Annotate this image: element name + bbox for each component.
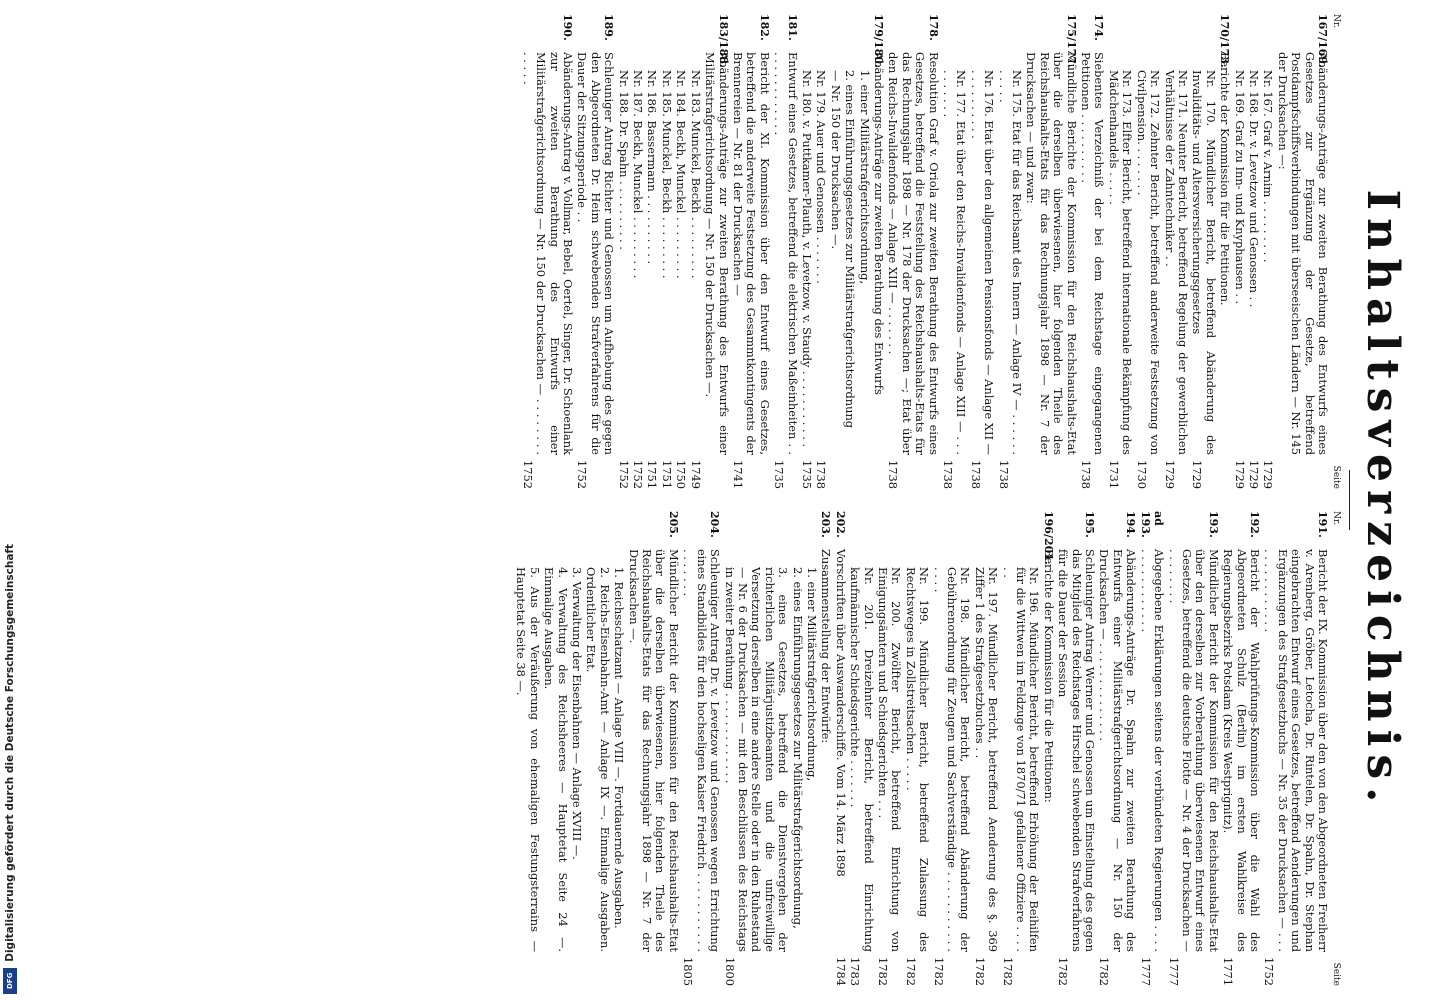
toc-entry — [722, 529, 789, 986]
toc-entry — [814, 32, 827, 489]
entry-text: Nr. 168. Dr. v. Levetzow und Genossen . . — [1246, 70, 1261, 308]
toc-right-column — [513, 511, 1343, 986]
entry-number: 191. — [1316, 511, 1329, 538]
toc-entry — [542, 529, 569, 986]
entry-number — [805, 529, 818, 567]
entry-page: 1752 — [631, 460, 646, 489]
entry-text: 1. Reichsschatzamt — Anlage VIII —. Fortdauernde Ausgaben. — [612, 567, 627, 929]
entry-page: 1735 — [799, 460, 814, 489]
toc-entry — [968, 32, 995, 489]
entry-number: 189. — [602, 14, 616, 41]
entry-number — [876, 529, 903, 567]
entry-number — [645, 32, 658, 70]
entry-page: 1782 — [876, 957, 890, 986]
toc-entry — [1107, 32, 1134, 489]
entry-page: 1738 — [996, 460, 1011, 489]
entry-number: 167/169. — [1316, 14, 1329, 68]
entry-text: Bericht der IX. Kommission über den von den Abgeordneten Freiherr v. Arenberg, Gröber, Letocha, Dr. Rintelen, Dr. Spahn, Dr. Stephan eingebrachten Entwurf eines Gesetzes, betreffend Aenderungen und Ergänzungen des Strafgesetzbuchs — Nr. 35 der Drucksachen — . . . . . . . . . . . . . . . — [1262, 549, 1330, 952]
entry-page: 1752 — [520, 460, 535, 489]
toc-entry — [1097, 511, 1137, 986]
entry-number — [843, 32, 856, 70]
header-no: Nr. — [1331, 511, 1341, 526]
entry-text: Abgegebene Erklärungen seitens der verbündeten Regierungen . . . . . . . . . . . . . . . . — [1138, 549, 1167, 952]
toc-entry — [848, 529, 875, 986]
toc-entry — [1232, 32, 1245, 489]
entry-number: 192. — [1247, 511, 1261, 538]
entry-page: 1735 — [772, 460, 787, 489]
toc-entry — [833, 511, 846, 986]
entry-number — [814, 32, 827, 70]
toc-entry — [1041, 511, 1054, 986]
entry-number — [1261, 32, 1274, 70]
toc-entry — [681, 511, 721, 986]
entry-number — [968, 32, 995, 70]
toc-entry — [570, 529, 583, 986]
entry-page: 1782 — [931, 957, 946, 986]
entry-number — [722, 529, 789, 567]
entry-page: 1782 — [972, 957, 987, 986]
entry-page: 1777 — [1166, 957, 1181, 986]
toc-entry — [790, 529, 803, 986]
entry-text: Nr. 188. Dr. Spahn . . . . . . . . . . — [616, 70, 631, 250]
toc-entry — [674, 32, 687, 489]
entry-page: 1752 — [616, 460, 631, 489]
entry-page: 1730 — [1134, 460, 1149, 489]
toc-entry — [731, 14, 771, 489]
entry-text: 5. Aus der Veräußerung von ehemaligen Festungsterrains — Hauptetat Seite 38 —. — [514, 567, 542, 952]
entry-page: 1749 — [688, 460, 703, 489]
entry-page: 1729 — [1261, 460, 1276, 489]
entry-number — [1232, 32, 1245, 70]
entry-text: 1. einer Militärstrafgerichtsordnung, — [857, 70, 872, 285]
toc-entry — [1000, 529, 1040, 986]
entry-text: Nr. 169. Graf zu Inn- und Knyphausen . . — [1232, 70, 1247, 305]
entry-number: 194. — [1124, 511, 1138, 538]
entry-text: Nr. 200. Zwölfter Bericht, betreffend Einrichtung von Einigungsämtern und Schiedsgerichten . . . — [876, 567, 904, 952]
toc-entry — [514, 529, 541, 986]
column-header — [1329, 14, 1343, 489]
entry-number: 174. — [1092, 14, 1106, 41]
entry-text: Bericht der Wahlprüfungs-Kommission über die Wahl des Abgeordneten Schulz (Berlin) im ersten Wahlkreise des Regierungsbezirks Potsdam (Kreis Westprignitz). — [1221, 549, 1262, 952]
entry-text: Nr. 186. Bassermann . . . . . . . . . . — [645, 70, 660, 265]
entry-number: ad 193. — [1138, 511, 1166, 538]
entry-number — [612, 529, 625, 567]
entry-number — [1107, 32, 1134, 70]
entry-number: 203. — [819, 511, 833, 538]
funding-note: Digitalisierung gefördert durch die Deutsche Forschungsgemeinschaft — [4, 544, 16, 962]
entry-text: 2. Reichs-Eisenbahn-Amt — Anlage IX —. Einmalige Ausgaben. Ordentlicher Etat. — [584, 567, 612, 952]
column-header — [1329, 511, 1343, 986]
entry-page: 1738 — [814, 460, 829, 489]
toc-entry — [996, 32, 1023, 489]
toc-entry — [819, 511, 832, 986]
entry-number: 183/188. — [716, 14, 730, 68]
entry-number: 181. — [785, 14, 799, 41]
entry-page: 1751 — [645, 460, 660, 489]
header-no: Nr. — [1331, 14, 1341, 29]
entry-page: 1783 — [848, 957, 863, 986]
entry-number: 179/180. — [872, 14, 885, 68]
toc-entry — [612, 529, 625, 986]
toc-entry — [703, 14, 730, 489]
entry-text: Nr. 198. Mündlicher Bericht, betreffend Abänderung der Gebührenordnung für Zeugen und Sachverständige . . . . . . . . . . . . . . . — [931, 567, 973, 952]
toc-entry — [1262, 511, 1329, 986]
entry-number — [1134, 32, 1161, 70]
toc-entry — [688, 32, 701, 489]
entry-text: 2. eines Einführungsgesetzes zur Militärstrafgerichtsordnung — [843, 70, 858, 429]
header-page: Seite — [1331, 962, 1341, 986]
entry-page: 1800 — [722, 957, 737, 986]
entry-number — [1162, 32, 1189, 70]
entry-number — [570, 529, 583, 567]
entry-text: Nr. 171. Neunter Bericht, betreffend Regelung der gewerblichen Verhältnisse der Zahntechniker . . — [1162, 70, 1190, 455]
entry-text: Nr. 173. Elfter Bericht, betreffend internationale Bekämpfung des Mädchenhandels . . . . . — [1106, 70, 1135, 455]
entry-number — [996, 32, 1023, 70]
entry-page: 1738 — [886, 460, 901, 489]
entry-text: Nr. 176. Etat über den allgemeinen Pensionsfonds — Anlage XII — . . . . . . . . . . — [968, 70, 997, 455]
entry-number — [514, 529, 541, 567]
entry-number: 170/173. — [1218, 14, 1232, 68]
entry-text: Nr. 187. Beckh, Munckel . . . . . . . . . — [631, 70, 646, 279]
entry-page: 1782 — [1000, 957, 1015, 986]
entry-text: Zusammenstellung der Entwürfe: — [819, 549, 834, 744]
entry-number: 195. — [1083, 511, 1097, 538]
entry-page: 1729 — [1162, 460, 1177, 489]
entry-text: Abänderungs-Anträge zur zweiten Berathung des Entwurfs einer Militärstrafgerichtsordnung — Nr. 150 der Drucksachen —. — [703, 52, 731, 455]
entry-text: Nr. 172. Zehnter Bericht, betreffend anderweite Festsetzung von Civilpension. . . . . . . . — [1134, 70, 1163, 455]
entry-text: Abänderungs-Antrag v. Vollmar, Bebel, Oertel, Singer, Dr. Schoenlank zur zweiten Berathung des Entwurfs einer Militärstrafgerichtsordnung — Nr. 150 der Drucksachen — . . . . . . . . . . . . . — [520, 52, 576, 455]
entry-text: Nr. 184. Beckh, Munckel . . . . . . . . . — [674, 70, 689, 279]
entry-number: 202. — [833, 511, 847, 538]
title-rule — [1349, 470, 1350, 530]
entry-number: 175/177. — [1064, 14, 1078, 68]
entry-number — [660, 32, 673, 70]
entry-page: 1731 — [1106, 460, 1121, 489]
entry-number — [848, 529, 875, 567]
entry-number — [631, 32, 644, 70]
toc-entry — [1024, 14, 1078, 489]
entry-page: 1782 — [1097, 957, 1112, 986]
entry-text: 1. einer Militärstrafgerichtsordnung, — [804, 567, 819, 782]
entry-text: Berichte der Kommission für die Petitionen. — [1218, 52, 1233, 306]
toc-entry — [1218, 14, 1231, 489]
entry-page: 1738 — [941, 460, 956, 489]
entry-text: Nr. 185. Munckel, Beckh . . . . . . . . . — [659, 70, 674, 279]
entry-page: 1741 — [730, 460, 745, 489]
entry-text: 4. Verwaltung des Reichsheeres — Hauptetat Seite 24 —. Einmalige Ausgaben. — [542, 567, 570, 952]
entry-number — [542, 529, 569, 567]
entry-number: 193. — [1206, 511, 1220, 538]
entry-number — [931, 529, 971, 567]
entry-text: Mündliche Berichte der Kommission für den Reichshaushalts-Etat über die derselben überwiesenen, hier folgenden Theile des Reichshaushalts-Etats für das Rechnungsjahr 1898 — Nr. 7 der Drucksachen — und zwar: — [1024, 52, 1079, 455]
entry-page: 1729 — [1190, 460, 1205, 489]
entry-page: 1782 — [1056, 957, 1071, 986]
toc-entry — [886, 14, 940, 489]
page-title: Inhaltsverzeichnis. — [1357, 189, 1408, 811]
toc-entry — [1162, 32, 1189, 489]
entry-number — [1190, 32, 1217, 70]
entry-text: Abänderungs-Anträge Dr. Spahn zur zweiten Berathung des Entwurfs einer Militärstrafgerichtsordnung — Nr. 150 der Drucksachen — . . . . . . . . . . . . . . — [1097, 549, 1139, 952]
toc-entry — [1275, 14, 1329, 489]
toc-entry — [931, 529, 971, 986]
entry-text: Mündlicher Bericht der Kommission für den Reichshaushalts-Etat über den derselben zur Vorberathung überwiesenen Entwurf eines Gesetzes, betreffend die deutsche Flotte — Nr. 4 der Drucksachen — . . . . . . . . — [1166, 549, 1221, 952]
toc-entry — [972, 529, 999, 986]
entry-text: Nr. 175. Etat für das Reichsamt des Innern — Anlage IV — . . . . . . . . . . . — [996, 70, 1025, 455]
toc-entry — [828, 32, 841, 489]
entry-number — [584, 529, 611, 567]
entry-page: 1738 — [968, 460, 983, 489]
toc-entry — [941, 32, 968, 489]
entry-text: — Nr. 150 der Drucksachen —. — [828, 70, 843, 250]
entry-page: 1738 — [1079, 460, 1094, 489]
entry-number: 178. — [926, 14, 940, 41]
entry-text: Mündlicher Bericht der Kommission für den Reichshaushalts-Etat über die derselben überwiesenen, hier folgenden Theile des Reichshaushalts-Etats für das Rechnungsjahr 1898 — Nr. 7 der Drucksachen —. — [626, 549, 681, 952]
entry-text: Nr. 179. Auer und Genossen . . . . . . . — [814, 70, 829, 284]
entry-text: Nr. 177. Etat über den Reichs-Invalidenfonds — Anlage XIII — . . . . . . . . . . — [941, 70, 969, 455]
entry-number — [674, 32, 687, 70]
entry-number — [616, 32, 629, 70]
toc-entry — [631, 32, 644, 489]
entry-number: 196/201. — [1041, 511, 1055, 565]
toc-left-list — [520, 14, 1329, 489]
entry-text: Berichte der Kommission für die Petitionen: — [1041, 549, 1056, 803]
entry-text: Nr. 183. Munckel, Beckh . . . . . . . . . — [688, 70, 703, 279]
entry-text: Abänderungs-Anträge zur zweiten Berathung des Entwurfs — [872, 52, 886, 395]
entry-page: 1782 — [903, 957, 918, 986]
entry-text: Entwurf eines Gesetzes, betreffend die elektrischen Maßeinheiten . . . . . . . . . . . . . . — [772, 52, 800, 455]
entry-text: 3. eines Gesetzes, betreffend die Dienstvergehen der richterlichen Militärjustizbeamten und die unfreiwillige Versetzung derselben in eine andere Stelle oder in den Ruhestand — Nr. 6 der Drucksachen — mit den Beschlüssen des Reichstags in zweiter Berathung . . . . . . . . . . . . . — [722, 567, 791, 952]
entry-text: Bericht der XI. Kommission über den Entwurf eines Gesetzes, betreffend die anderweite Festsetzung des Gesammtkontingents der Brennereien — Nr. 81 der Drucksachen — — [730, 52, 772, 455]
toc-entry — [843, 32, 856, 489]
toc-entry — [626, 511, 680, 986]
entry-text: Nr. 201. Dreizehnter Bericht, betreffend Einrichtung kaufmännischer Schiedsgerichte . . . . . . . — [848, 567, 876, 952]
toc-entry — [805, 529, 818, 986]
toc-entry — [1138, 511, 1165, 986]
entry-page: 1750 — [674, 460, 689, 489]
entry-text: Vorschriften über Auswanderschiffe. Vom 14. März 1898 — [833, 549, 848, 877]
entry-text: Schleuniger Antrag Werner und Genossen um Einstellung des gegen das Mitglied des Reichstages Hirschel schwebenden Strafverfahrens für die Dauer der Session — [1056, 549, 1098, 952]
entry-text: 2. eines Einführungsgesetzes zur Militärstrafgerichtsordnung, — [790, 567, 805, 929]
entry-number — [857, 32, 870, 70]
toc-entry — [872, 14, 885, 489]
entry-number — [1247, 32, 1260, 70]
entry-number — [828, 32, 841, 70]
entry-page: 1729 — [1232, 460, 1247, 489]
toc-entry — [903, 529, 930, 986]
entry-page: 1771 — [1221, 957, 1236, 986]
entry-text: Resolution Graf v. Oriola zur zweiten Berathung des Entwurfs eines Gesetzes, betreffend die Feststellung des Reichshaushalts-Etats für das Rechnungsjahr 1898 — Nr. 178 der Drucksachen —; Etat über den Reichs-Invalidenfonds — Anlage XIII — . . . . . . . — [886, 52, 941, 455]
entry-page: 1805 — [681, 957, 696, 986]
toc-entry — [1079, 14, 1106, 489]
entry-page: 1729 — [1246, 460, 1261, 489]
entry-text: Nr. 196. Mündlicher Bericht, betreffend Erhöhung der Beihilfen für die Wittwen im Feldzuge von 1870/71 gefallener Offiziere . . . . . . — [1000, 567, 1042, 952]
entry-page: 1752 — [1262, 957, 1277, 986]
entry-text: Siebentes Verzeichniß der bei dem Reichstage eingegangenen Petitionen . . . . . . . . . . — [1079, 52, 1107, 455]
toc-entry — [660, 32, 673, 489]
entry-page: 1784 — [833, 957, 848, 986]
entry-number: 182. — [757, 14, 771, 41]
toc-left-column — [513, 14, 1343, 489]
toc-entry — [616, 32, 629, 489]
entry-text: Nr. 170. Mündlicher Bericht, betreffend Abänderung des Invaliditäts- und Altersversicherungsgesetzes — [1190, 70, 1218, 455]
toc-entry — [645, 32, 658, 489]
entry-text: Nr. 197. Mündlicher Bericht, betreffend Aenderung des §. 369 Ziffer 1 des Strafgesetzbuches . . — [972, 567, 1001, 952]
toc-entry — [584, 529, 611, 986]
dfg-logo-icon: DFG — [3, 968, 17, 994]
entry-number — [941, 32, 968, 70]
toc-entry — [1190, 32, 1217, 489]
toc-entry — [1056, 511, 1096, 986]
toc-right-list — [514, 511, 1329, 986]
entry-number: 205. — [666, 511, 680, 538]
toc-entry — [876, 529, 903, 986]
entry-number — [800, 32, 813, 70]
toc-entry — [857, 32, 870, 489]
entry-text: Nr. 180. v. Puttkamer-Plauth, v. Levetzow, v. Staudy . . . . . . . . . . . — [799, 70, 814, 448]
toc-columns — [513, 14, 1343, 986]
entry-page: 1752 — [575, 460, 590, 489]
entry-text: Abänderungs-Anträge zur zweiten Berathung des Entwurfs eines Gesetzes zur Ergänzung der Gesetze, betreffend Postdampfschiffsverbindungen mit überseeischen Ländern — Nr. 145 der Drucksachen —: — [1275, 52, 1330, 455]
entry-page: 1777 — [1138, 957, 1153, 986]
toc-entry — [1261, 32, 1274, 489]
toc-entry — [1221, 511, 1261, 986]
entry-number — [790, 529, 803, 567]
entry-number — [972, 529, 999, 567]
toc-entry — [520, 14, 574, 489]
toc-entry — [1134, 32, 1161, 489]
toc-entry — [800, 32, 813, 489]
toc-entry — [575, 14, 615, 489]
entry-text: Nr. 199. Mündlicher Bericht, betreffend Zulassung des Rechtsweges in Zollstreitsachen . . . . . — [903, 567, 932, 952]
entry-text: 3. Verwaltung der Eisenbahnen — Anlage XVIII —. — [570, 567, 585, 860]
entry-number — [903, 529, 930, 567]
toc-entry — [1166, 511, 1220, 986]
entry-number: 190. — [561, 14, 575, 41]
toc-entry — [1247, 32, 1260, 489]
entry-number: 204. — [708, 511, 722, 538]
entry-number — [1000, 529, 1040, 567]
entry-number — [688, 32, 701, 70]
entry-text: Schleuniger Antrag Richter und Genossen um Aufhebung des gegen den Abgeordneten Dr. Heim schwebenden Strafverfahrens für die Dauer der Sitzungsperiode . . — [575, 52, 617, 455]
entry-page: 1751 — [659, 460, 674, 489]
entry-text: Schleuniger Antrag Dr. v. Levetzow und Genossen wegen Errichtung eines Standbildes für den hochseligen Kaiser Friedrich . . . . . . . . . . . . . . . . . . — [681, 549, 723, 952]
entry-text: Nr. 167. Graf v. Arnim . . . . . . . . . — [1261, 70, 1276, 263]
toc-entry — [772, 14, 799, 489]
header-page: Seite — [1331, 465, 1341, 489]
